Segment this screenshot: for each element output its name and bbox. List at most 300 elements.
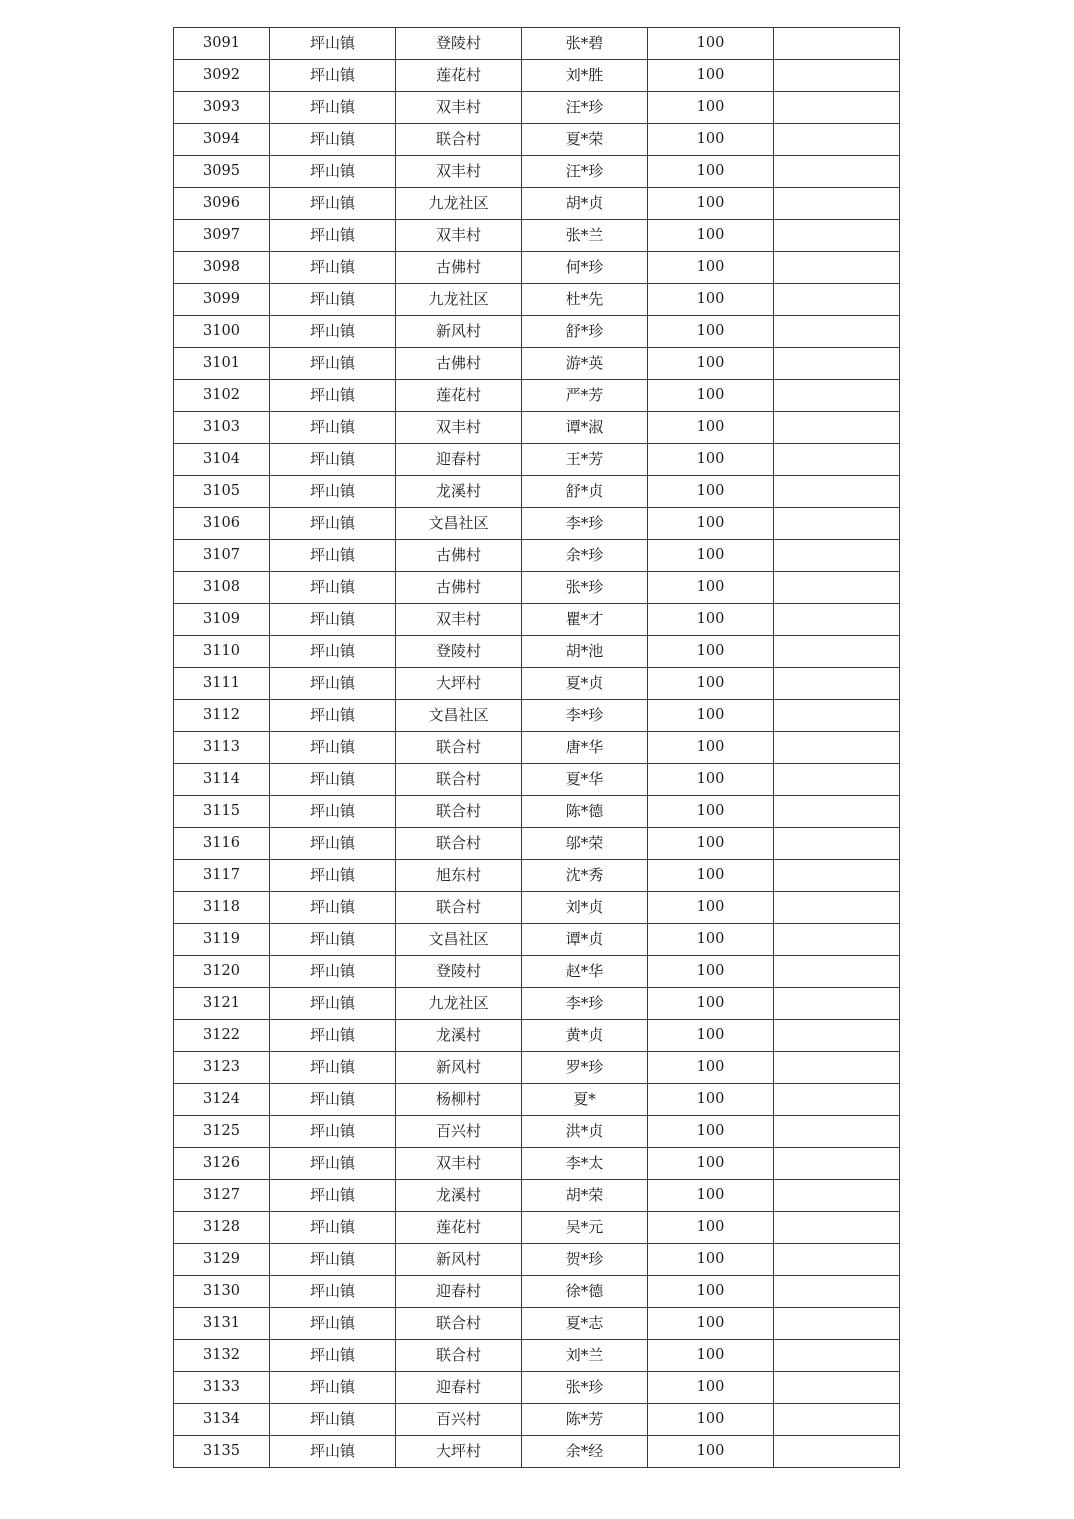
- table-row: [174, 188, 900, 220]
- cell-village: 百兴村: [396, 1116, 522, 1148]
- cell-name: 夏*志: [522, 1308, 648, 1340]
- cell-town: 坪山镇: [270, 284, 396, 316]
- cell-town: 坪山镇: [270, 476, 396, 508]
- cell-note: [774, 1404, 900, 1436]
- cell-town: 坪山镇: [270, 988, 396, 1020]
- cell-village: 旭东村: [396, 860, 522, 892]
- cell-village: 双丰村: [396, 604, 522, 636]
- cell-note: [774, 1020, 900, 1052]
- cell-village: 双丰村: [396, 1148, 522, 1180]
- cell-note: [774, 124, 900, 156]
- cell-note: [774, 284, 900, 316]
- cell-note: [774, 1212, 900, 1244]
- cell-name: 瞿*才: [522, 604, 648, 636]
- cell-note: [774, 60, 900, 92]
- cell-number: 3098: [174, 252, 270, 284]
- cell-town: 坪山镇: [270, 636, 396, 668]
- cell-village: 联合村: [396, 892, 522, 924]
- cell-town: 坪山镇: [270, 924, 396, 956]
- cell-town: 坪山镇: [270, 1116, 396, 1148]
- cell-town: 坪山镇: [270, 1212, 396, 1244]
- cell-note: [774, 988, 900, 1020]
- cell-number: 3111: [174, 668, 270, 700]
- cell-name: 陈*德: [522, 796, 648, 828]
- cell-amount: 100: [648, 636, 774, 668]
- cell-town: 坪山镇: [270, 572, 396, 604]
- cell-note: [774, 732, 900, 764]
- table-row: [174, 1404, 900, 1436]
- cell-village: 双丰村: [396, 92, 522, 124]
- cell-number: 3121: [174, 988, 270, 1020]
- table-row: [174, 828, 900, 860]
- cell-village: 龙溪村: [396, 476, 522, 508]
- cell-note: [774, 796, 900, 828]
- table-row: [174, 1116, 900, 1148]
- table-row: [174, 892, 900, 924]
- cell-number: 3095: [174, 156, 270, 188]
- cell-name: 胡*贞: [522, 188, 648, 220]
- cell-name: 夏*: [522, 1084, 648, 1116]
- cell-village: 古佛村: [396, 572, 522, 604]
- table-row: [174, 1244, 900, 1276]
- cell-town: 坪山镇: [270, 604, 396, 636]
- table-row: [174, 220, 900, 252]
- cell-name: 胡*荣: [522, 1180, 648, 1212]
- cell-name: 张*碧: [522, 28, 648, 60]
- table-row: [174, 444, 900, 476]
- cell-amount: 100: [648, 508, 774, 540]
- cell-amount: 100: [648, 348, 774, 380]
- cell-village: 双丰村: [396, 412, 522, 444]
- cell-amount: 100: [648, 988, 774, 1020]
- cell-village: 双丰村: [396, 156, 522, 188]
- table-row: [174, 604, 900, 636]
- table-row: [174, 28, 900, 60]
- cell-town: 坪山镇: [270, 28, 396, 60]
- cell-village: 文昌社区: [396, 700, 522, 732]
- cell-note: [774, 1276, 900, 1308]
- cell-village: 新风村: [396, 1244, 522, 1276]
- table-body: [174, 28, 900, 1468]
- cell-town: 坪山镇: [270, 828, 396, 860]
- table-row: [174, 1436, 900, 1468]
- cell-amount: 100: [648, 156, 774, 188]
- cell-name: 贺*珍: [522, 1244, 648, 1276]
- table-row: [174, 1148, 900, 1180]
- cell-village: 新风村: [396, 1052, 522, 1084]
- cell-amount: 100: [648, 476, 774, 508]
- cell-note: [774, 412, 900, 444]
- table-row: [174, 1308, 900, 1340]
- table-row: [174, 796, 900, 828]
- cell-amount: 100: [648, 28, 774, 60]
- table-row: [174, 1180, 900, 1212]
- cell-amount: 100: [648, 188, 774, 220]
- table-row: [174, 572, 900, 604]
- cell-note: [774, 1084, 900, 1116]
- cell-village: 大坪村: [396, 668, 522, 700]
- cell-name: 李*珍: [522, 988, 648, 1020]
- cell-name: 舒*珍: [522, 316, 648, 348]
- cell-note: [774, 348, 900, 380]
- cell-amount: 100: [648, 220, 774, 252]
- cell-number: 3102: [174, 380, 270, 412]
- cell-number: 3124: [174, 1084, 270, 1116]
- cell-name: 严*芳: [522, 380, 648, 412]
- cell-note: [774, 540, 900, 572]
- table-row: [174, 540, 900, 572]
- cell-amount: 100: [648, 316, 774, 348]
- cell-name: 张*珍: [522, 572, 648, 604]
- cell-amount: 100: [648, 1084, 774, 1116]
- table-row: [174, 1084, 900, 1116]
- cell-village: 龙溪村: [396, 1020, 522, 1052]
- cell-name: 陈*芳: [522, 1404, 648, 1436]
- cell-number: 3113: [174, 732, 270, 764]
- cell-name: 余*经: [522, 1436, 648, 1468]
- cell-name: 夏*华: [522, 764, 648, 796]
- cell-village: 莲花村: [396, 380, 522, 412]
- cell-amount: 100: [648, 124, 774, 156]
- cell-town: 坪山镇: [270, 892, 396, 924]
- cell-amount: 100: [648, 1404, 774, 1436]
- cell-note: [774, 28, 900, 60]
- table-row: [174, 956, 900, 988]
- cell-name: 刘*胜: [522, 60, 648, 92]
- table-row: [174, 284, 900, 316]
- cell-name: 刘*贞: [522, 892, 648, 924]
- cell-number: 3130: [174, 1276, 270, 1308]
- cell-name: 吴*元: [522, 1212, 648, 1244]
- cell-village: 莲花村: [396, 1212, 522, 1244]
- cell-name: 李*珍: [522, 508, 648, 540]
- cell-note: [774, 1116, 900, 1148]
- table-row: [174, 508, 900, 540]
- cell-name: 何*珍: [522, 252, 648, 284]
- cell-number: 3116: [174, 828, 270, 860]
- cell-town: 坪山镇: [270, 92, 396, 124]
- cell-village: 百兴村: [396, 1404, 522, 1436]
- cell-town: 坪山镇: [270, 956, 396, 988]
- cell-town: 坪山镇: [270, 1148, 396, 1180]
- cell-note: [774, 892, 900, 924]
- cell-name: 王*芳: [522, 444, 648, 476]
- cell-number: 3108: [174, 572, 270, 604]
- cell-amount: 100: [648, 1436, 774, 1468]
- table-row: [174, 348, 900, 380]
- cell-village: 联合村: [396, 796, 522, 828]
- cell-number: 3097: [174, 220, 270, 252]
- cell-town: 坪山镇: [270, 252, 396, 284]
- cell-number: 3115: [174, 796, 270, 828]
- cell-name: 沈*秀: [522, 860, 648, 892]
- data-table: [173, 27, 900, 1468]
- cell-note: [774, 444, 900, 476]
- cell-number: 3129: [174, 1244, 270, 1276]
- cell-amount: 100: [648, 1340, 774, 1372]
- cell-village: 古佛村: [396, 348, 522, 380]
- cell-name: 汪*珍: [522, 156, 648, 188]
- cell-note: [774, 220, 900, 252]
- cell-village: 联合村: [396, 124, 522, 156]
- cell-number: 3106: [174, 508, 270, 540]
- cell-village: 联合村: [396, 1340, 522, 1372]
- table-row: [174, 60, 900, 92]
- cell-number: 3114: [174, 764, 270, 796]
- cell-village: 登陵村: [396, 636, 522, 668]
- cell-town: 坪山镇: [270, 316, 396, 348]
- cell-name: 游*英: [522, 348, 648, 380]
- cell-note: [774, 1340, 900, 1372]
- cell-town: 坪山镇: [270, 412, 396, 444]
- cell-village: 联合村: [396, 828, 522, 860]
- cell-amount: 100: [648, 924, 774, 956]
- cell-name: 胡*池: [522, 636, 648, 668]
- cell-note: [774, 476, 900, 508]
- cell-name: 刘*兰: [522, 1340, 648, 1372]
- cell-town: 坪山镇: [270, 1020, 396, 1052]
- table-row: [174, 156, 900, 188]
- table-row: [174, 1020, 900, 1052]
- table-row: [174, 924, 900, 956]
- cell-name: 余*珍: [522, 540, 648, 572]
- cell-town: 坪山镇: [270, 156, 396, 188]
- cell-amount: 100: [648, 572, 774, 604]
- cell-number: 3112: [174, 700, 270, 732]
- cell-village: 杨柳村: [396, 1084, 522, 1116]
- cell-number: 3103: [174, 412, 270, 444]
- cell-number: 3125: [174, 1116, 270, 1148]
- cell-number: 3123: [174, 1052, 270, 1084]
- cell-amount: 100: [648, 668, 774, 700]
- cell-amount: 100: [648, 92, 774, 124]
- cell-village: 登陵村: [396, 28, 522, 60]
- cell-number: 3109: [174, 604, 270, 636]
- cell-town: 坪山镇: [270, 1276, 396, 1308]
- cell-amount: 100: [648, 60, 774, 92]
- cell-name: 舒*贞: [522, 476, 648, 508]
- cell-note: [774, 828, 900, 860]
- cell-number: 3133: [174, 1372, 270, 1404]
- cell-number: 3127: [174, 1180, 270, 1212]
- cell-note: [774, 156, 900, 188]
- cell-town: 坪山镇: [270, 188, 396, 220]
- table-row: [174, 124, 900, 156]
- cell-amount: 100: [648, 732, 774, 764]
- cell-town: 坪山镇: [270, 380, 396, 412]
- cell-note: [774, 700, 900, 732]
- cell-number: 3107: [174, 540, 270, 572]
- cell-note: [774, 380, 900, 412]
- table-row: [174, 764, 900, 796]
- cell-name: 罗*珍: [522, 1052, 648, 1084]
- cell-amount: 100: [648, 604, 774, 636]
- cell-note: [774, 188, 900, 220]
- cell-village: 迎春村: [396, 444, 522, 476]
- cell-number: 3122: [174, 1020, 270, 1052]
- cell-amount: 100: [648, 1372, 774, 1404]
- cell-name: 夏*贞: [522, 668, 648, 700]
- cell-village: 九龙社区: [396, 284, 522, 316]
- cell-note: [774, 1244, 900, 1276]
- cell-amount: 100: [648, 284, 774, 316]
- cell-note: [774, 572, 900, 604]
- cell-village: 古佛村: [396, 540, 522, 572]
- cell-town: 坪山镇: [270, 700, 396, 732]
- cell-number: 3126: [174, 1148, 270, 1180]
- cell-town: 坪山镇: [270, 60, 396, 92]
- table-row: [174, 380, 900, 412]
- cell-village: 九龙社区: [396, 188, 522, 220]
- cell-number: 3105: [174, 476, 270, 508]
- cell-town: 坪山镇: [270, 668, 396, 700]
- cell-village: 双丰村: [396, 220, 522, 252]
- cell-town: 坪山镇: [270, 1244, 396, 1276]
- cell-amount: 100: [648, 252, 774, 284]
- cell-number: 3099: [174, 284, 270, 316]
- cell-note: [774, 764, 900, 796]
- cell-number: 3092: [174, 60, 270, 92]
- cell-village: 联合村: [396, 1308, 522, 1340]
- table-row: [174, 412, 900, 444]
- cell-note: [774, 1148, 900, 1180]
- cell-number: 3110: [174, 636, 270, 668]
- cell-name: 李*太: [522, 1148, 648, 1180]
- cell-name: 杜*先: [522, 284, 648, 316]
- cell-amount: 100: [648, 540, 774, 572]
- cell-name: 唐*华: [522, 732, 648, 764]
- table-row: [174, 860, 900, 892]
- cell-amount: 100: [648, 764, 774, 796]
- cell-note: [774, 1052, 900, 1084]
- cell-amount: 100: [648, 412, 774, 444]
- cell-note: [774, 860, 900, 892]
- table-row: [174, 988, 900, 1020]
- cell-amount: 100: [648, 380, 774, 412]
- cell-town: 坪山镇: [270, 796, 396, 828]
- cell-amount: 100: [648, 1148, 774, 1180]
- cell-town: 坪山镇: [270, 124, 396, 156]
- table-row: [174, 1340, 900, 1372]
- cell-number: 3094: [174, 124, 270, 156]
- cell-village: 迎春村: [396, 1276, 522, 1308]
- cell-name: 李*珍: [522, 700, 648, 732]
- table-row: [174, 316, 900, 348]
- cell-number: 3135: [174, 1436, 270, 1468]
- cell-number: 3120: [174, 956, 270, 988]
- cell-number: 3100: [174, 316, 270, 348]
- cell-note: [774, 924, 900, 956]
- cell-number: 3091: [174, 28, 270, 60]
- cell-amount: 100: [648, 1212, 774, 1244]
- cell-number: 3118: [174, 892, 270, 924]
- table-row: [174, 732, 900, 764]
- cell-note: [774, 668, 900, 700]
- cell-village: 文昌社区: [396, 508, 522, 540]
- cell-note: [774, 636, 900, 668]
- cell-number: 3134: [174, 1404, 270, 1436]
- cell-note: [774, 1308, 900, 1340]
- cell-name: 邬*荣: [522, 828, 648, 860]
- cell-note: [774, 316, 900, 348]
- cell-name: 谭*淑: [522, 412, 648, 444]
- table-row: [174, 252, 900, 284]
- cell-number: 3132: [174, 1340, 270, 1372]
- cell-number: 3117: [174, 860, 270, 892]
- cell-note: [774, 252, 900, 284]
- cell-amount: 100: [648, 860, 774, 892]
- cell-name: 张*珍: [522, 1372, 648, 1404]
- cell-name: 洪*贞: [522, 1116, 648, 1148]
- cell-village: 登陵村: [396, 956, 522, 988]
- cell-town: 坪山镇: [270, 444, 396, 476]
- cell-amount: 100: [648, 892, 774, 924]
- cell-town: 坪山镇: [270, 220, 396, 252]
- cell-town: 坪山镇: [270, 732, 396, 764]
- cell-town: 坪山镇: [270, 1052, 396, 1084]
- cell-name: 谭*贞: [522, 924, 648, 956]
- cell-amount: 100: [648, 1308, 774, 1340]
- table-row: [174, 1372, 900, 1404]
- cell-village: 莲花村: [396, 60, 522, 92]
- cell-town: 坪山镇: [270, 860, 396, 892]
- cell-village: 大坪村: [396, 1436, 522, 1468]
- cell-town: 坪山镇: [270, 1084, 396, 1116]
- cell-village: 龙溪村: [396, 1180, 522, 1212]
- cell-name: 汪*珍: [522, 92, 648, 124]
- table-row: [174, 700, 900, 732]
- cell-number: 3128: [174, 1212, 270, 1244]
- cell-amount: 100: [648, 1052, 774, 1084]
- cell-amount: 100: [648, 956, 774, 988]
- cell-number: 3119: [174, 924, 270, 956]
- table-row: [174, 1052, 900, 1084]
- table-row: [174, 636, 900, 668]
- cell-town: 坪山镇: [270, 540, 396, 572]
- cell-number: 3101: [174, 348, 270, 380]
- cell-town: 坪山镇: [270, 1308, 396, 1340]
- cell-name: 黄*贞: [522, 1020, 648, 1052]
- cell-village: 联合村: [396, 732, 522, 764]
- cell-town: 坪山镇: [270, 1180, 396, 1212]
- cell-number: 3131: [174, 1308, 270, 1340]
- cell-amount: 100: [648, 700, 774, 732]
- cell-amount: 100: [648, 1244, 774, 1276]
- cell-amount: 100: [648, 444, 774, 476]
- cell-name: 徐*德: [522, 1276, 648, 1308]
- cell-village: 联合村: [396, 764, 522, 796]
- cell-number: 3096: [174, 188, 270, 220]
- table-row: [174, 1276, 900, 1308]
- cell-town: 坪山镇: [270, 1404, 396, 1436]
- cell-note: [774, 1372, 900, 1404]
- cell-amount: 100: [648, 828, 774, 860]
- cell-note: [774, 508, 900, 540]
- cell-note: [774, 1180, 900, 1212]
- cell-village: 古佛村: [396, 252, 522, 284]
- cell-note: [774, 604, 900, 636]
- table-row: [174, 1212, 900, 1244]
- cell-town: 坪山镇: [270, 1372, 396, 1404]
- cell-amount: 100: [648, 1276, 774, 1308]
- cell-amount: 100: [648, 1116, 774, 1148]
- cell-note: [774, 956, 900, 988]
- cell-town: 坪山镇: [270, 348, 396, 380]
- cell-village: 迎春村: [396, 1372, 522, 1404]
- cell-amount: 100: [648, 796, 774, 828]
- cell-name: 张*兰: [522, 220, 648, 252]
- cell-number: 3093: [174, 92, 270, 124]
